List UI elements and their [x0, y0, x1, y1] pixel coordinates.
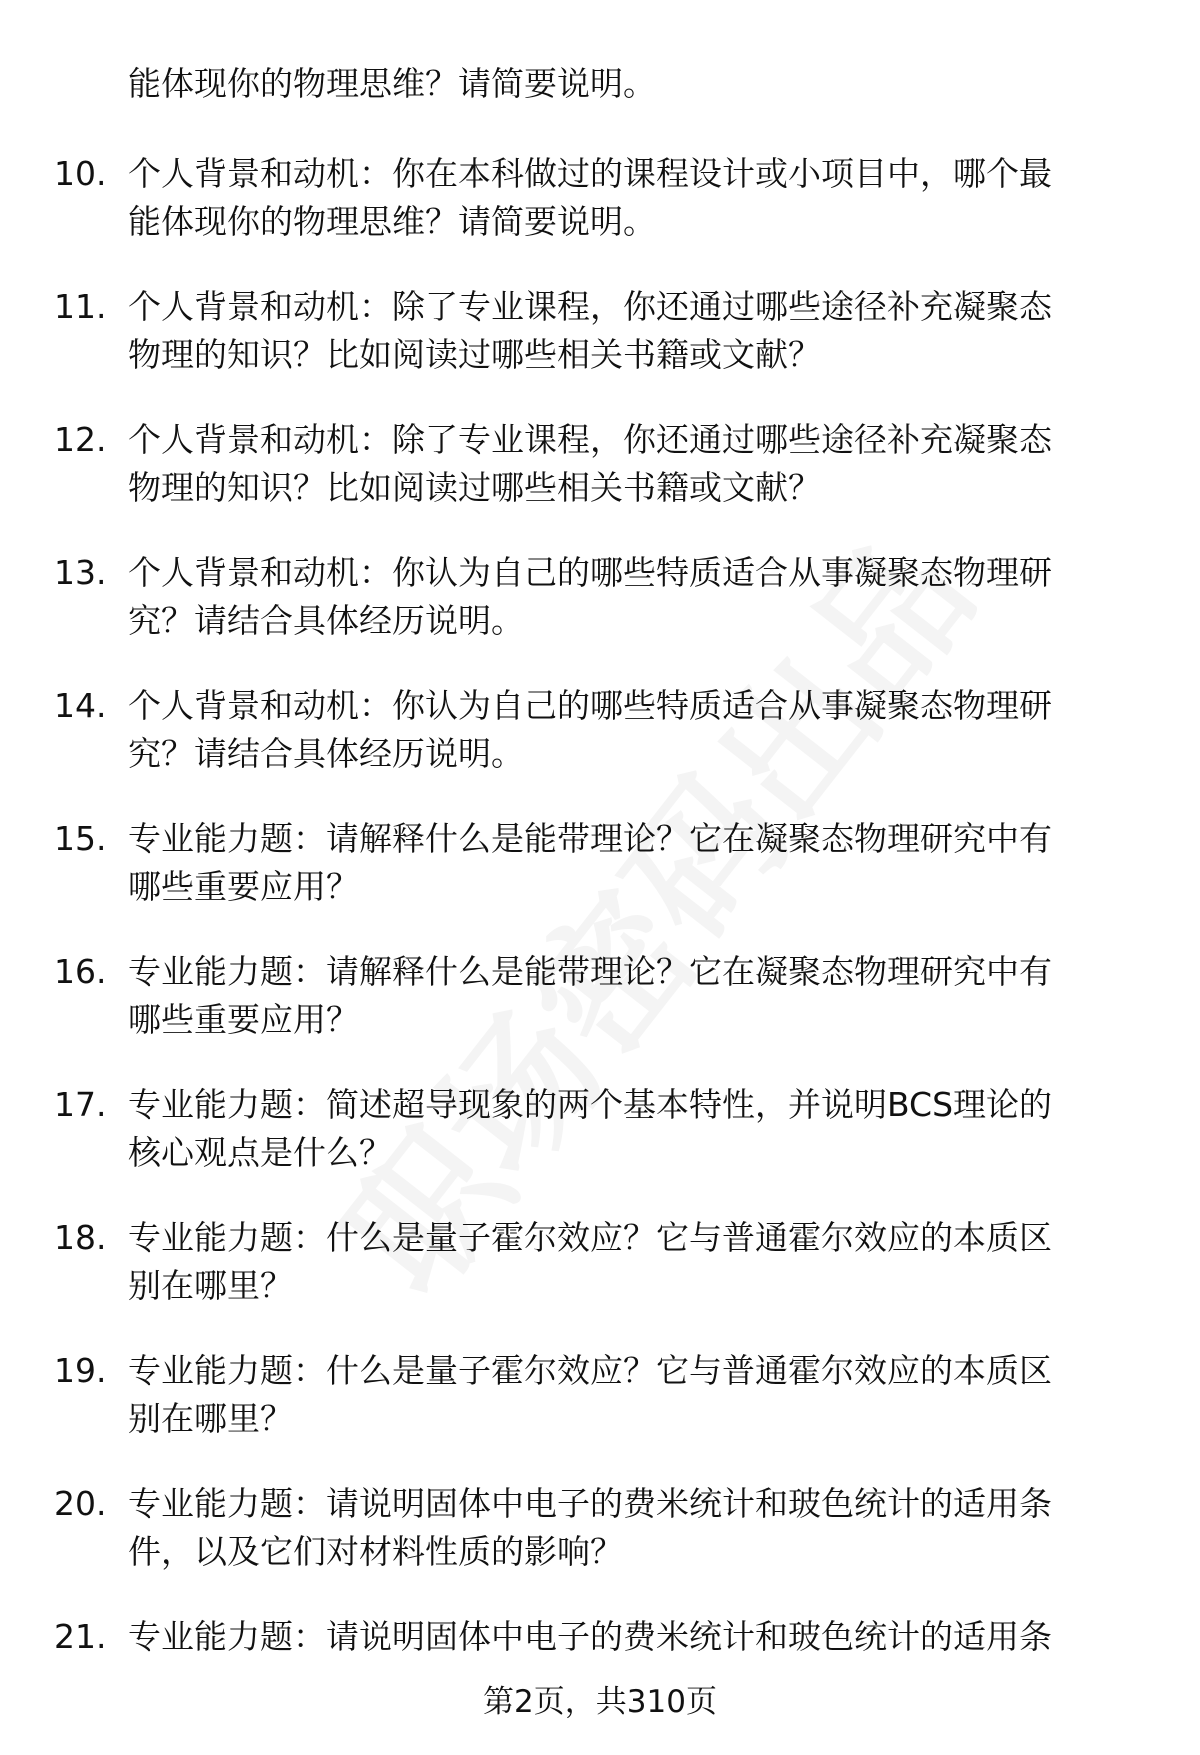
question-text: [128, 682, 1138, 778]
question-number: 17.: [54, 1085, 107, 1124]
question-line: 专业能力题：请说明固体中电子的费米统计和玻色统计的适用条: [128, 1484, 1052, 1523]
question-item: [0, 815, 1200, 948]
question-line: 专业能力题：请解释什么是能带理论？它在凝聚态物理研究中有: [128, 819, 1052, 858]
question-text: [128, 815, 1138, 911]
question-line: 物理的知识？比如阅读过哪些相关书籍或文献？: [128, 335, 821, 374]
question-number: 14.: [54, 686, 107, 725]
question-number: 15.: [54, 819, 107, 858]
question-number: 20.: [54, 1484, 107, 1523]
question-line: 物理的知识？比如阅读过哪些相关书籍或文献？: [128, 468, 821, 507]
question-item: [0, 416, 1200, 549]
question-line: 个人背景和动机：你在本科做过的课程设计或小项目中，哪个最: [128, 154, 1052, 193]
question-line: 哪些重要应用？: [128, 1000, 359, 1039]
question-text: [128, 1613, 1138, 1661]
question-number: 16.: [54, 952, 107, 991]
question-item: [0, 948, 1200, 1081]
question-line: 个人背景和动机：除了专业课程，你还通过哪些途径补充凝聚态: [128, 287, 1052, 326]
question-text: [128, 1347, 1138, 1443]
question-number: 10.: [54, 154, 107, 193]
question-line: 专业能力题：什么是量子霍尔效应？它与普通霍尔效应的本质区: [128, 1218, 1052, 1257]
question-text: [128, 549, 1138, 645]
question-line: 能体现你的物理思维？请简要说明。: [128, 202, 656, 241]
question-text: [128, 1081, 1138, 1177]
question-line: 专业能力题：请说明固体中电子的费米统计和玻色统计的适用条: [128, 1617, 1052, 1656]
question-item: [0, 1214, 1200, 1347]
question-number: 11.: [54, 287, 107, 326]
question-line: 究？请结合具体经历说明。: [128, 734, 524, 773]
question-number: 13.: [54, 553, 107, 592]
question-line: 究？请结合具体经历说明。: [128, 601, 524, 640]
question-number: 21.: [54, 1617, 107, 1656]
question-item: [0, 1347, 1200, 1480]
question-list: [0, 150, 1200, 1746]
question-line: 专业能力题：简述超导现象的两个基本特性，并说明BCS理论的: [128, 1085, 1053, 1124]
question-item: [0, 283, 1200, 416]
question-line: 专业能力题：什么是量子霍尔效应？它与普通霍尔效应的本质区: [128, 1351, 1052, 1390]
question-item: [0, 1081, 1200, 1214]
question-item: [0, 1480, 1200, 1613]
question-item: [0, 549, 1200, 682]
question-text: [128, 416, 1138, 512]
question-line: 个人背景和动机：你认为自己的哪些特质适合从事凝聚态物理研: [128, 553, 1052, 592]
question-text: [128, 283, 1138, 379]
question-text: [128, 1214, 1138, 1310]
question-text: [128, 1480, 1138, 1576]
question-text: [128, 150, 1138, 246]
continuation-line: 能体现你的物理思维？请简要说明。: [128, 64, 656, 103]
question-item: [0, 150, 1200, 283]
question-item: [0, 682, 1200, 815]
question-line: 个人背景和动机：你认为自己的哪些特质适合从事凝聚态物理研: [128, 686, 1052, 725]
question-line: 专业能力题：请解释什么是能带理论？它在凝聚态物理研究中有: [128, 952, 1052, 991]
question-line: 哪些重要应用？: [128, 867, 359, 906]
question-line: 核心观点是什么？: [128, 1133, 392, 1172]
question-number: 18.: [54, 1218, 107, 1257]
question-line: 个人背景和动机：除了专业课程，你还通过哪些途径补充凝聚态: [128, 420, 1052, 459]
question-line: 别在哪里？: [128, 1266, 293, 1305]
page-footer: 第2页，共310页: [483, 1684, 717, 1720]
question-line: 件，以及它们对材料性质的影响？: [128, 1532, 623, 1571]
question-text: [128, 948, 1138, 1044]
question-number: 12.: [54, 420, 107, 459]
question-line: 别在哪里？: [128, 1399, 293, 1438]
question-number: 19.: [54, 1351, 107, 1390]
